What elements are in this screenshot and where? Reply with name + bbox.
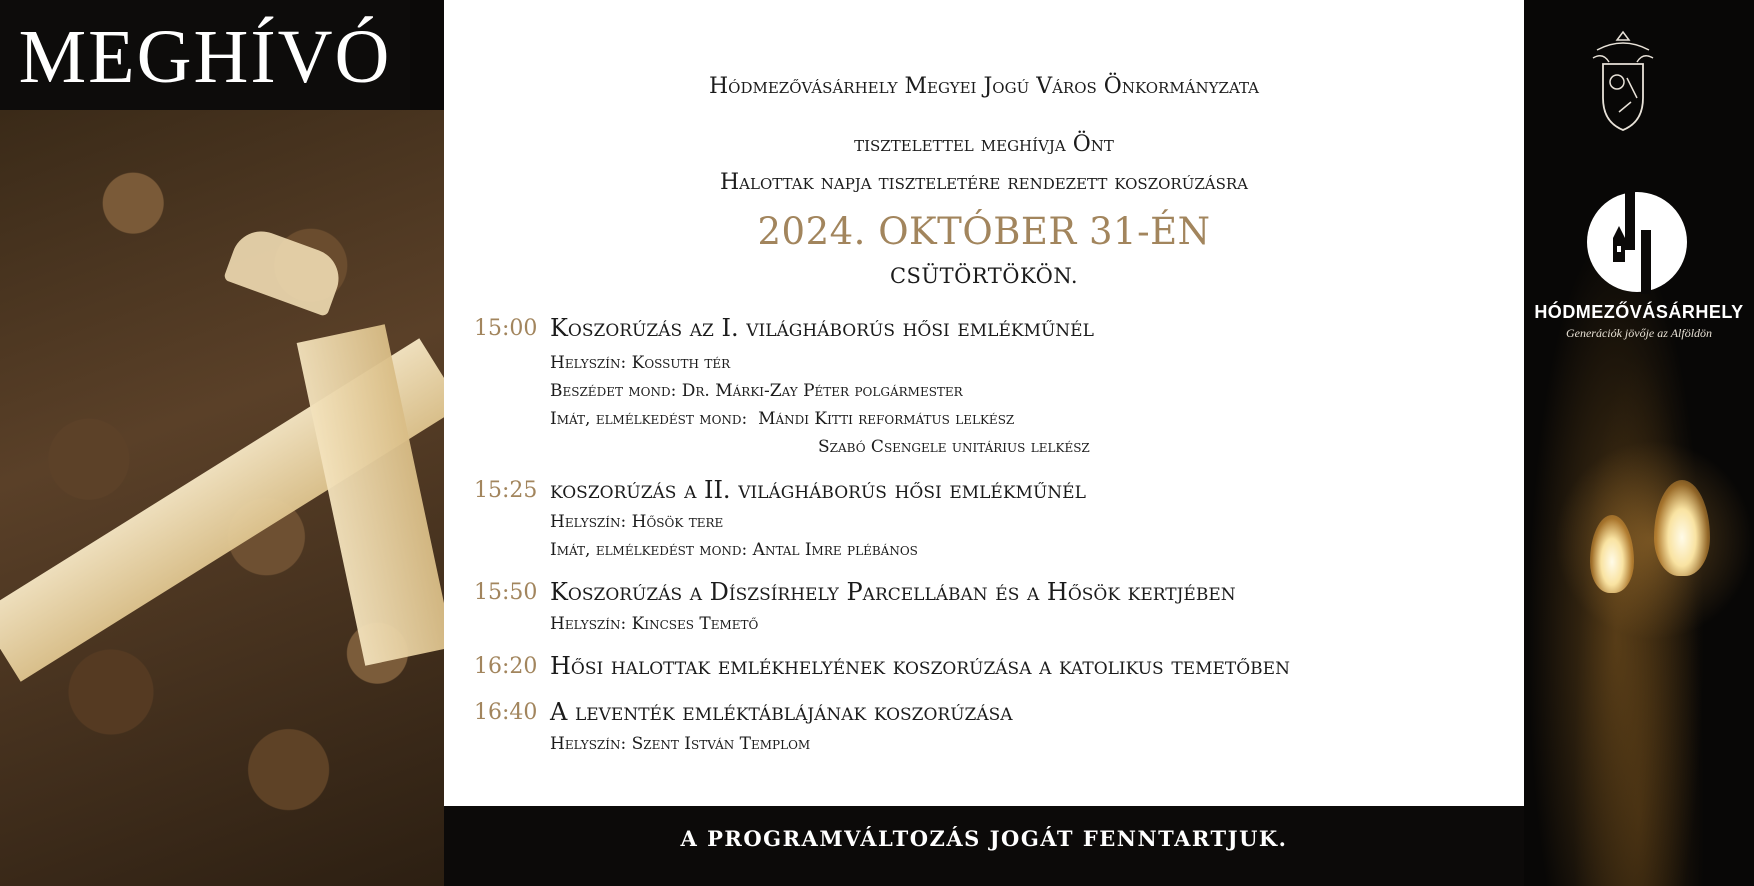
schedule-detail-continuation: Szabó Csengele unitárius lelkész [818, 437, 1090, 457]
ribbon-bow [223, 223, 347, 317]
schedule-detail: Helyszín: Kossuth tér [550, 353, 731, 373]
schedule-time: 15:25 [474, 478, 538, 503]
schedule-event: Koszorúzás a Díszsírhely Parcellában és a Hősök kertjében [550, 578, 1236, 606]
candle-panel [1524, 0, 1754, 886]
schedule-detail: Imát, elmélkedést mond: Antal Imre plébános [550, 540, 918, 560]
schedule-event: A leventék emléktáblájának koszorúzása [550, 698, 1013, 726]
schedule-detail: Helyszín: Kincses Temető [550, 614, 759, 634]
schedule-detail: Helyszín: Szent István Templom [550, 734, 811, 754]
invitation-card [444, 0, 1524, 806]
schedule-event: Hősi halottak emlékhelyének koszorúzása a katolikus temetőben [550, 652, 1290, 680]
event-weekday: CSÜTÖRTÖKÖN. [889, 264, 1079, 288]
footer-bar [444, 806, 1524, 886]
intro-line-1: tisztelettel meghívja Önt [854, 132, 1114, 157]
wreath-photo [0, 110, 444, 886]
schedule-detail: Helyszín: Hősök tere [550, 512, 724, 532]
brand-name: HÓDMEZŐVÁSÁRHELY [1534, 302, 1744, 322]
invitation-title: MEGHÍVÓ [18, 15, 392, 99]
event-date: 2024. OKTÓBER 31-ÉN [757, 210, 1211, 253]
hodmezovasarhely-logo-icon [1585, 190, 1689, 294]
schedule-detail: Beszédet mond: Dr. Márki-Zay Péter polgármester [550, 381, 963, 401]
schedule-time: 16:20 [474, 654, 538, 679]
program-change-note: A PROGRAMVÁLTOZÁS JOGÁT FENNTARTJUK. [680, 826, 1288, 851]
issuer-line: Hódmezővásárhely Megyei Jogú Város Önkormányzata [708, 74, 1260, 99]
brand-tagline: Generációk jövője az Alföldön [1565, 326, 1713, 340]
schedule-event: koszorúzás a II. világháborús hősi emlékműnél [550, 476, 1086, 504]
coat-of-arms-icon [1589, 28, 1657, 132]
schedule-event: Koszorúzás az I. világháborús hősi emlékműnél [550, 314, 1094, 342]
schedule-time: 15:50 [474, 580, 538, 605]
schedule-time: 15:00 [474, 316, 538, 341]
intro-line-2: Halottak napja tiszteletére rendezett koszorúzásra [719, 170, 1249, 195]
title-bar [0, 0, 410, 110]
schedule-detail: Imát, elmélkedést mond: Mándi Kitti református lelkész [550, 409, 1015, 429]
schedule-time: 16:40 [474, 700, 538, 725]
